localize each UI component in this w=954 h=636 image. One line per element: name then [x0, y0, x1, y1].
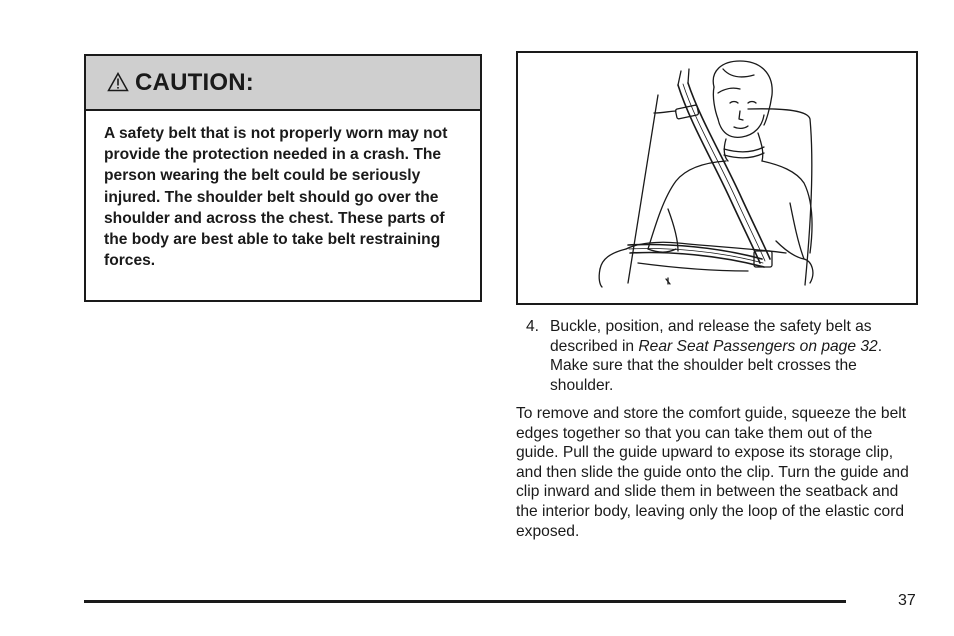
- figure-box: [516, 51, 918, 305]
- step-text-after: . Make sure that the shoulder belt crosses the shoulder.: [550, 337, 883, 394]
- cross-reference-link: Rear Seat Passengers on page 32: [638, 337, 878, 355]
- caution-text: A safety belt that is not properly worn may not provide the protection needed in a crash. The person wearing the belt could be seriously injured. The shoulder belt should go over the shoulder and across the chest. These parts of the body are best able to take belt restraining forces.: [104, 125, 448, 270]
- instruction-step: [526, 317, 906, 395]
- caution-header: [86, 56, 480, 111]
- step-number: 4.: [526, 318, 540, 335]
- seated-child-with-safety-belt-illustration: [518, 53, 916, 303]
- warning-triangle-icon: [107, 72, 129, 92]
- footer-rule: [84, 600, 846, 603]
- page-number: 37: [898, 592, 916, 609]
- step-text-before: Buckle, position, and release the safety belt as described in: [550, 318, 872, 355]
- caution-title: CAUTION:: [135, 68, 254, 96]
- step-text: [550, 317, 906, 395]
- body-paragraph: To remove and store the comfort guide, squeeze the belt edges together so that you can take them out of the guide. Pull the guide upward to expose its storage clip, and then slide the guide onto the clip. Turn the guide and clip inward and slide them in between the seatback and the interior body, leaving only the loop of the elastic cord exposed.: [516, 405, 909, 540]
- caution-box: [84, 54, 482, 302]
